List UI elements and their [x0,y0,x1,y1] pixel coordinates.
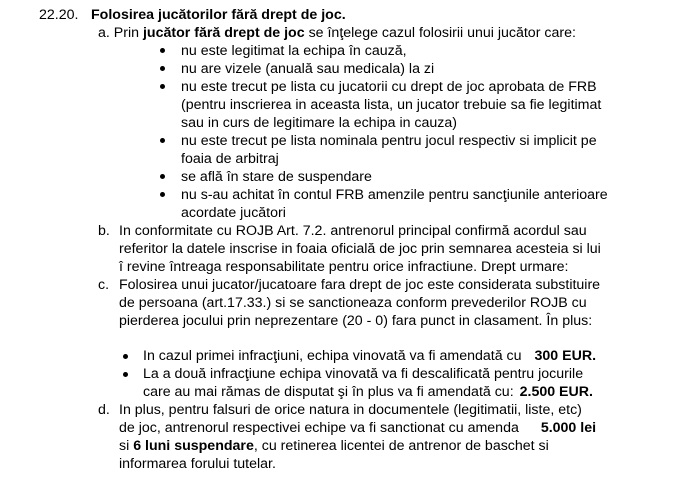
section-number: 22.20. [39,7,79,23]
first-offense-text: In cazul primei infracţiuni, echipa vinovată va fi amendată cu [143,348,522,364]
second-offense-amount: 2.500 EUR. [519,384,593,400]
item-a-marker: a. [98,25,110,41]
list-item: nu este trecut pe lista cu jucatorii cu drept de joc aprobata de FRB [181,79,597,95]
list-item: nu este legitimat la echipa în cauză, [181,43,407,59]
bullet-icon [160,84,165,89]
item-a-intro-prefix: Prin [113,25,140,41]
fine-amount: 5.000 lei [540,420,597,436]
item-c-bullet-first-offense [143,347,596,365]
list-item: se află în stare de suspendare [181,169,372,185]
list-item-continuation: sau in curs de legitimare la echipa in cauza) [181,115,458,131]
item-b-line: î revine întreaga responsabilitate pentru orice infractiune. Drept urmare: [119,259,569,275]
list-item: nu are vizele (anuală sau medicala) la zi [181,61,435,77]
list-item: nu este trecut pe lista nominala pentru jocul respectiv si implicit pe [181,133,597,149]
item-b-marker: b. [98,223,110,239]
item-d-line: In plus, pentru falsuri de orice natura in documentele (legitimatii, liste, etc) [119,402,582,418]
bullet-icon [123,372,128,377]
item-c-marker: c. [98,277,110,293]
item-a-intro-suffix: se înţelege cazul folosirii unui jucător care: [308,25,576,41]
bullet-icon [160,138,165,143]
item-d-marker: d. [98,402,110,418]
suspension-term: 6 luni suspendare [133,438,254,454]
item-c-bullet-second-offense-continuation [143,383,593,401]
item-a-intro [98,24,576,42]
item-c-line: pierderea jocului prin neprezentare (20 - 0) fara punct in clasament. În plus: [119,313,593,329]
item-d-line3-suffix: , cu retinerea licentei de antrenor de baschet si [253,438,549,454]
item-b-line: referitor la datele inscrise in foaia oficială de joc prin semnarea acesteia si lui [119,241,601,257]
list-item: nu s-au achitat în contul FRB amenzile pentru sancţiunile anterioare [181,187,608,203]
item-d-line [119,437,549,455]
bullet-icon [123,354,128,359]
item-d-line [119,419,596,437]
item-c-bullet-second-offense: La a două infracţiune echipa vinovată va fi descalificată pentru jocurile [143,366,584,382]
bullet-icon [160,174,165,179]
section-title: Folosirea jucătorilor fără drept de joc. [91,7,346,23]
list-item-continuation: (pentru inscrierea in aceasta lista, un jucator trebuie sa fie legitimat [181,97,602,113]
first-offense-amount: 300 EUR. [534,348,597,364]
bullet-icon [160,48,165,53]
item-d-line3-prefix: si [119,438,130,454]
bullet-icon [160,66,165,71]
item-c-line: de persoana (art.17.33.) si se sanctioneaza conform prevederilor ROJB cu [119,295,587,311]
list-item-continuation: foaia de arbitraj [181,151,279,167]
list-item-continuation: acordate jucători [181,205,286,221]
item-b-line: In conformitate cu ROJB Art. 7.2. antrenorul principal confirmă acordul sau [119,223,587,239]
second-offense-text: care au mai rămas de disputat şi în plus va fi amendată cu: [143,384,514,400]
item-a-intro-term: jucător fără drept de joc [142,25,305,41]
item-d-line: informarea forului tutelar. [119,456,276,472]
item-d-line2-text: de joc, antrenorul respectivei echipe va fi sanctionat cu amenda [119,420,519,436]
item-c-line: Folosirea unui jucator/jucatoare fara drept de joc este considerata substituire [119,277,601,293]
bullet-icon [160,192,165,197]
